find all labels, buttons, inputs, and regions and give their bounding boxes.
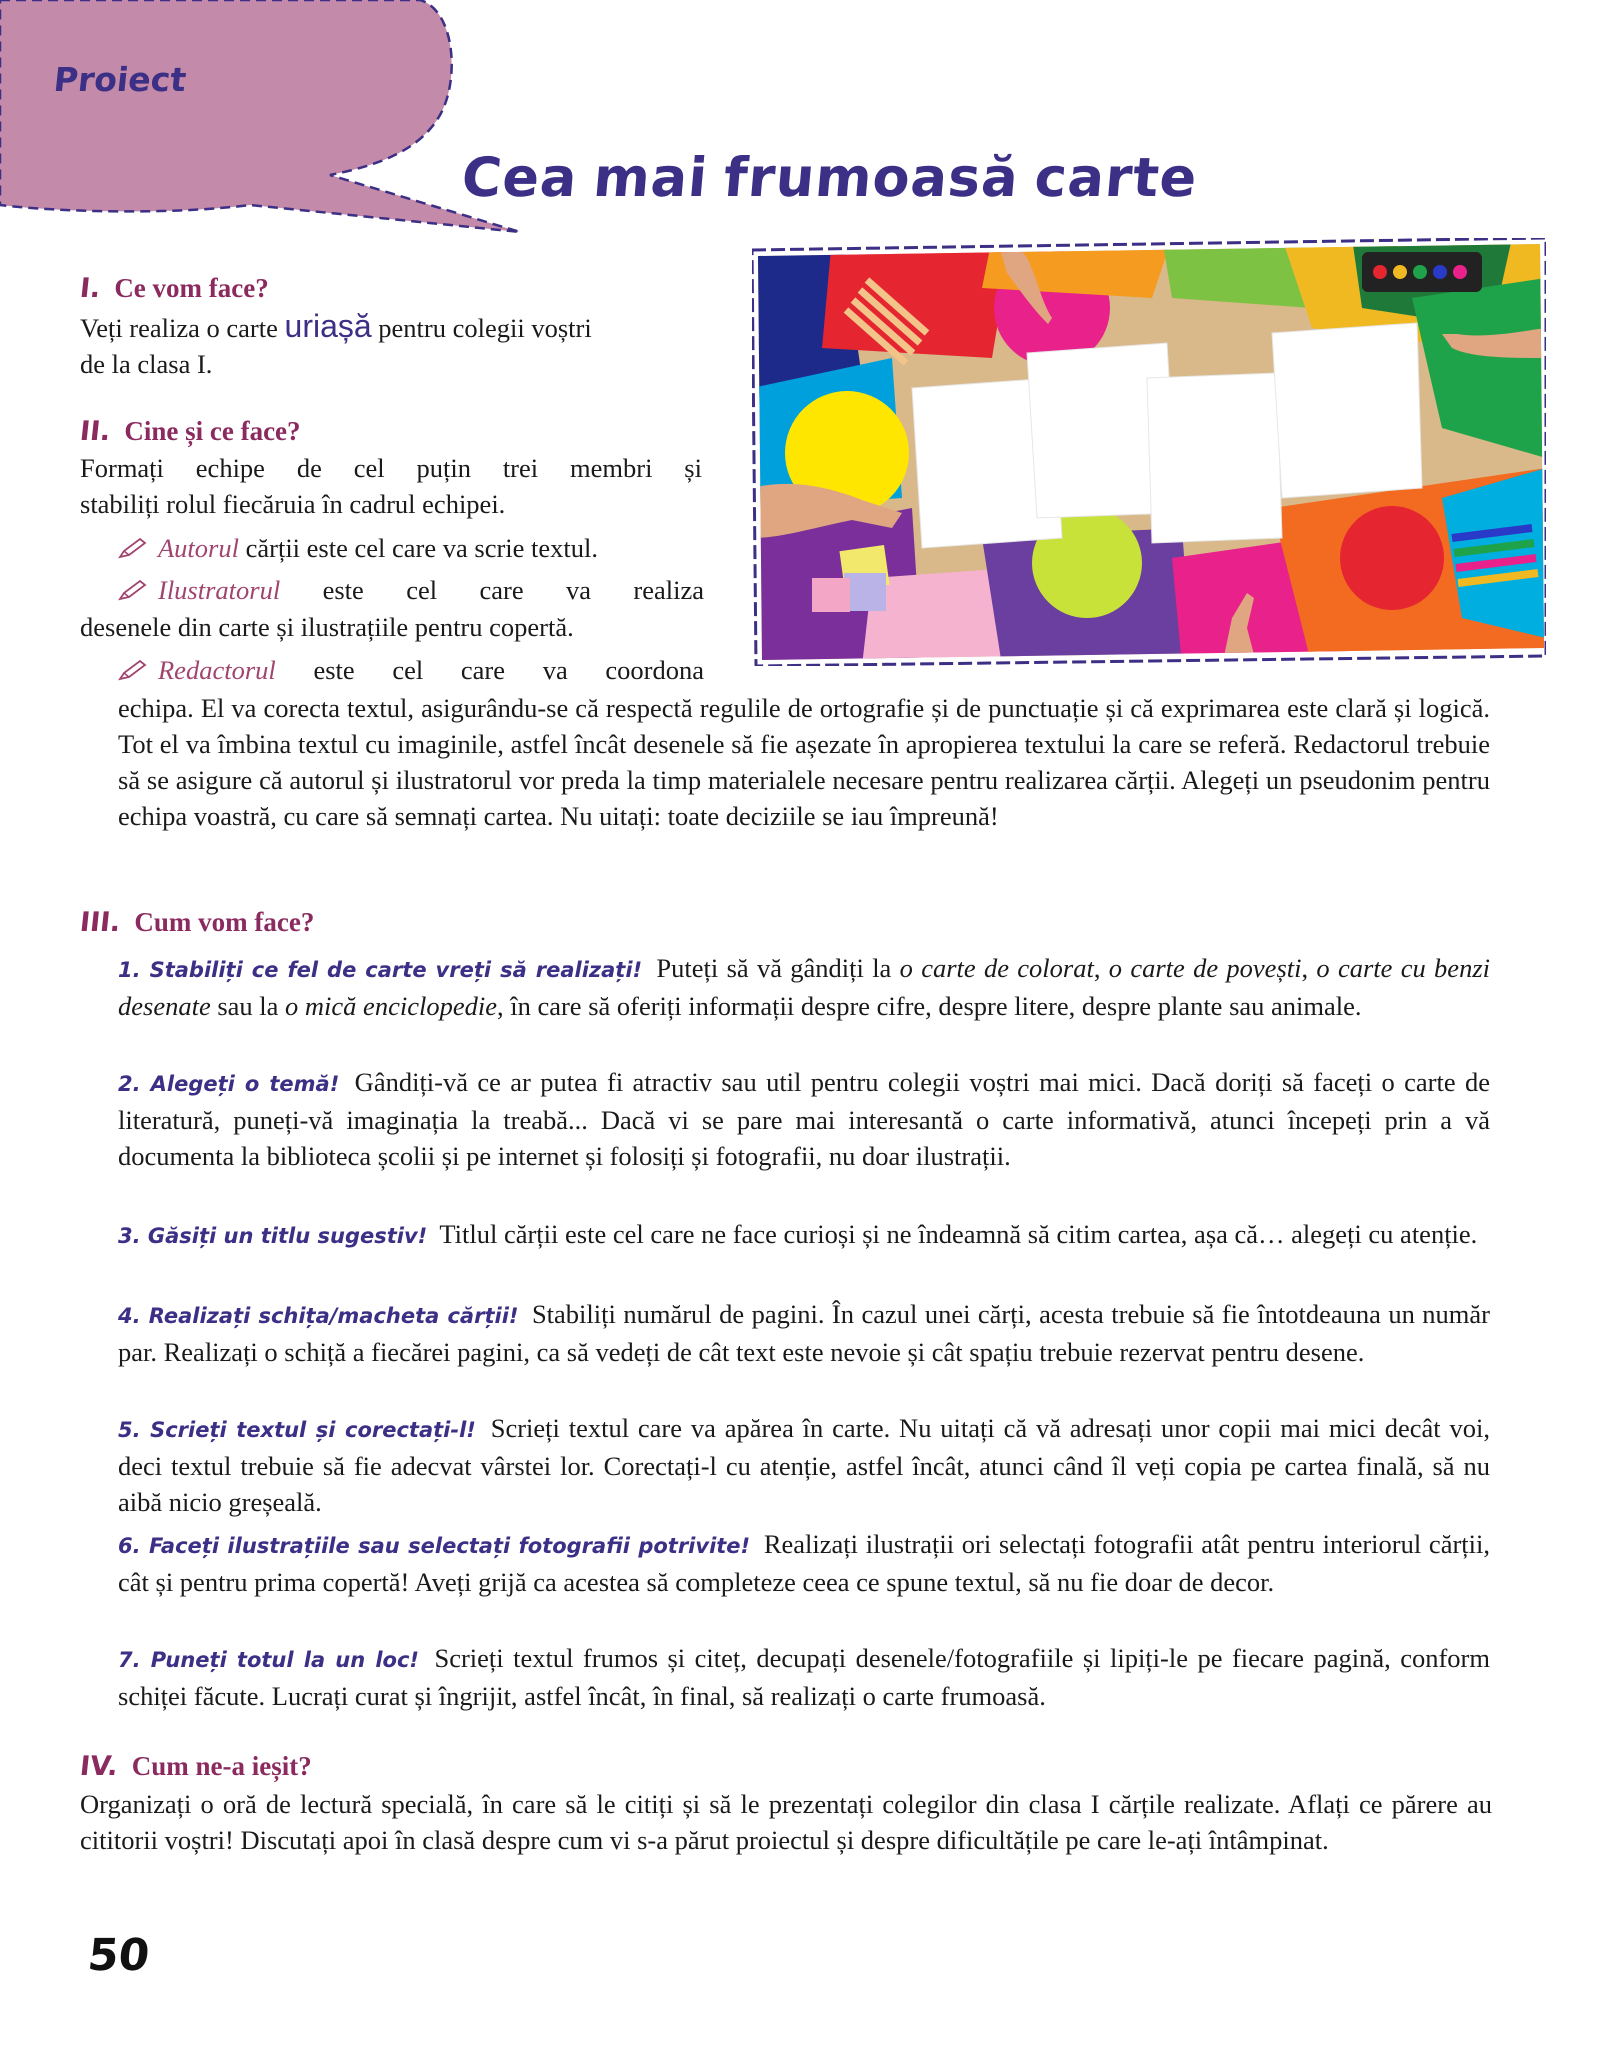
text-run: sau la (210, 991, 286, 1021)
step-title: 5. Scrieți textul și corectați-l! (118, 1418, 476, 1442)
role-name: Redactorul (158, 655, 276, 685)
text-run: de la clasa I. (80, 349, 213, 379)
text-run: o carte de povești (1108, 953, 1302, 983)
step-title: 3. Găsiți un titlu sugestiv! (118, 1224, 428, 1248)
role-illustrator-cont: desenele din carte și ilustrațiile pentru copertă. (80, 612, 574, 642)
step-item (118, 1410, 1490, 1520)
title-word: mai (590, 146, 711, 209)
role-editor (118, 652, 704, 688)
step-item (118, 1064, 1490, 1174)
page-title (459, 146, 1216, 209)
page-number: 50 (85, 1930, 152, 1981)
pencil-icon (118, 579, 148, 601)
section-title: Cum ne-a ieșit? (131, 1751, 312, 1781)
text-run: Puteți să vă gândiți la (648, 953, 900, 983)
text-run: cărții este cel care va scrie textul. (238, 533, 599, 563)
role-illustrator (118, 572, 704, 608)
text-run: este cel care va realiza (280, 575, 704, 605)
pencil-icon (118, 537, 148, 559)
section-1-text (80, 308, 702, 382)
text-run: o carte cu benzi desenate (118, 953, 1490, 1021)
step-item (118, 1296, 1490, 1370)
step-title: 2. Alegeți o temă! (118, 1072, 340, 1096)
step-item (118, 1640, 1490, 1714)
text-run: este cel care va coordona (275, 655, 704, 685)
text-run: Realizați ilustrații ori selectați fotografii atât pentru interiorul cărții, cât și pentru prima copertă! Aveți grijă ca acestea să completeze ceea ce spune textul, să nu fie doar de decor. (118, 1529, 1490, 1597)
section-2-line: Formați echipe de cel puțin trei membri și (80, 453, 702, 483)
step-title: 6. Faceți ilustrațiile sau selectați fotografii potrivite! (118, 1534, 751, 1558)
step-item (118, 950, 1490, 1024)
section-1-heading (80, 270, 269, 307)
text-run: o mică enciclopedie (285, 991, 497, 1021)
step-title: 7. Puneți totul la un loc! (118, 1648, 419, 1672)
text-run: pentru colegii voștri (371, 313, 592, 343)
role-editor-cont: echipa. El va corecta textul, asigurându-se că respectă regulile de ortografie și de punctuație și că exprimarea este clară și logică. Tot el va îmbina textul cu imaginile, astfel încât desenele să fie așezate în apropierea textului la care se referă. Redactorul trebuie să se asigure că autorul și ilustratorul vor preda la timp materialele necesare pentru realizarea cărții. Alegeți un pseudonim pentru echipa voastră, cu care să semnați cartea. Nu uitați: toate deciziile se iau împreună! (118, 693, 1490, 831)
section-3-heading (80, 904, 314, 941)
step-item (118, 1216, 1490, 1254)
text-run: Scrieți textul frumos și citeț, decupați desenele/fotografiile și lipiți-le pe fiecare pagină, conform schiței făcute. Lucrați curat și îngrijit, astfel încât, în final, să realizați o carte frumoasă. (118, 1643, 1490, 1711)
title-word: frumoasă (721, 146, 1022, 209)
title-word: carte (1032, 146, 1201, 209)
pencil-icon (118, 659, 148, 681)
role-name: Autorul (158, 533, 239, 563)
section-number: II. (78, 416, 113, 447)
section-number: I. (78, 273, 102, 304)
text-run: , în care să oferiți informații despre cifre, despre litere, despre plante sau animale. (496, 991, 1362, 1021)
section-title: Cum vom face? (134, 907, 315, 937)
section-2-line: stabiliți rolul fiecăruia în cadrul echipei. (80, 489, 506, 519)
step-title: 1. Stabiliți ce fel de carte vreți să realizați! (118, 958, 643, 982)
text-run: Gândiți-vă ce ar putea fi atractiv sau util pentru colegii voștri mai mici. Dacă doriți să faceți o carte de literatură, puneți-vă imaginația la treabă... Dacă vi se pare mai interesantă o carte informativă, atunci începeți prin a vă documenta la biblioteca școlii și pe internet și folosiți și fotografii, nu doar ilustrații. (118, 1067, 1490, 1171)
text-run: , (1093, 953, 1109, 983)
text-run: Veți realiza o carte (80, 313, 285, 343)
text-run: Stabiliți numărul de pagini. În cazul unei cărți, acesta trebuie să fie întotdeauna un număr par. Realizați o schiță a fiecărei pagini, ca să vedeți de cât text este nevoie și cât spațiu trebuie rezervat pentru desene. (118, 1299, 1490, 1367)
text-run: Scrieți textul care va apărea în carte. Nu uitați că vă adresați unor copii mai mici decât voi, deci textul trebuie să fie adecvat vârstei lor. Corectați-l cu atenție, astfel încât, atunci când îl veți copia pe cartea finală, să nu aibă nicio greșeală. (118, 1413, 1490, 1517)
step-item (118, 1526, 1490, 1600)
text-run: , (1301, 953, 1317, 983)
craft-table-photo (752, 238, 1546, 666)
section-title: Ce vom face? (114, 273, 269, 303)
step-title: 4. Realizați schița/macheta cărții! (118, 1304, 519, 1328)
role-author (118, 530, 708, 566)
text-run: o carte de colorat (899, 953, 1094, 983)
role-name: Ilustratorul (158, 575, 281, 605)
project-tag: Proiect (51, 60, 189, 99)
title-word: Cea (459, 146, 581, 209)
section-4-text: Organizați o oră de lectură specială, în care să le citiți și să le prezentați colegilor din clasa I cărțile realizate. Aflați ce părere au cititorii voștri! Discutați apoi în clasă despre cum vi s-a părut proiectul și despre dificultățile pe care le-ați întâmpinat. (80, 1789, 1492, 1855)
section-2-heading (80, 413, 301, 450)
section-number: IV. (78, 1751, 120, 1782)
section-4-heading (80, 1748, 312, 1785)
section-title: Cine și ce face? (124, 416, 301, 446)
text-run: Titlul cărții este cel care ne face curioși și ne îndeamnă să citim cartea, așa că… alegeți cu atenție. (433, 1219, 1478, 1249)
emphasis-word: uriașă (284, 308, 372, 344)
section-number: III. (78, 907, 123, 938)
